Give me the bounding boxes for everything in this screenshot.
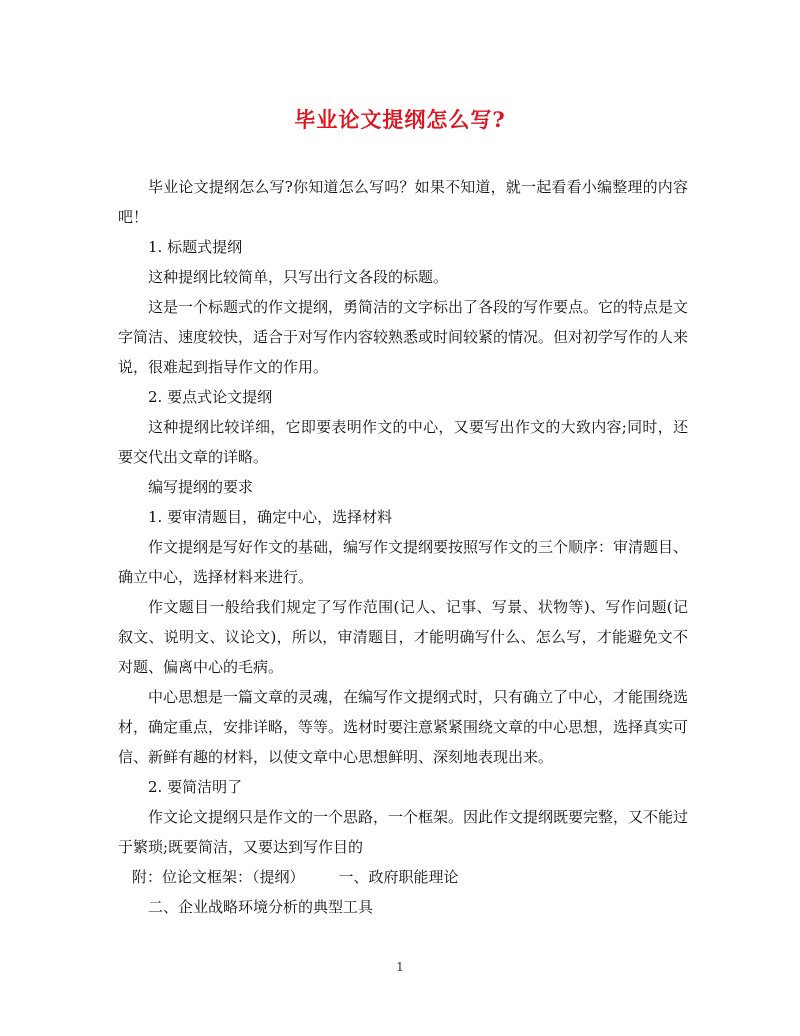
paragraph: 这种提纲比较简单，只写出行文各段的标题。: [148, 268, 449, 286]
paragraph: 这种提纲比较详细，它即要表明作文的中心，又要写出作文的大致内容;同时，还要交代出文章的详略。: [118, 418, 688, 466]
paragraph-last: 二、企业战略环境分析的典型工具: [148, 898, 374, 916]
heading-point-outline: 2. 要点式论文提纲: [148, 388, 273, 406]
heading-requirement-2: 2. 要简洁明了: [148, 778, 243, 796]
paragraph: 作文题目一般给我们规定了写作范围(记人、记事、写景、状物等)、写作问题(记叙文、说明文、议论文)，所以，审清题目，才能明确写什么、怎么写，才能避免文不对题、偏离中心的毛病。: [118, 598, 688, 676]
paragraph-intro: 毕业论文提纲怎么写?你知道怎么写吗？如果不知道，就一起看看小编整理的内容吧！: [118, 178, 688, 226]
heading-requirements: 编写提纲的要求: [148, 478, 254, 496]
heading-title-outline: 1. 标题式提纲: [148, 238, 243, 256]
paragraph: 这是一个标题式的作文提纲，勇简洁的文字标出了各段的写作要点。它的特点是文字简洁、速度较快，适合于对写作内容较熟悉或时间较紧的情况。但对初学写作的人来说，很难起到指导作文的作用。: [118, 298, 689, 376]
paragraph: 作文论文提纲只是作文的一个思路，一个框架。因此作文提纲既要完整，又不能过于繁琐;既要简洁，又要达到写作目的: [118, 808, 689, 856]
paragraph: 作文提纲是写好作文的基础，编写作文提纲要按照写作文的三个顺序：审清题目、确立中心，选择材料来进行。: [118, 538, 689, 586]
heading-requirement-1: 1. 要审清题目，确定中心，选择材料: [148, 508, 393, 526]
page-number: 1: [396, 960, 404, 974]
paragraph: 中心思想是一篇文章的灵魂，在编写作文提纲式时，只有确立了中心，才能围绕选材，确定重点，安排详略，等等。选材时要注意紧紧围绕文章的中心思想，选择真实可信、新鲜有趣的材料，以使文章中心思想鲜明、深刻地表现出来。: [118, 688, 689, 766]
document-title: 毕业论文提纲怎么写?: [294, 107, 506, 132]
document-body: [118, 172, 688, 922]
attachment-line: [118, 862, 688, 892]
attachment-item: 一、政府职能理论: [338, 868, 459, 886]
attachment-label: 附：位论文框架：（提纲）: [132, 868, 305, 886]
